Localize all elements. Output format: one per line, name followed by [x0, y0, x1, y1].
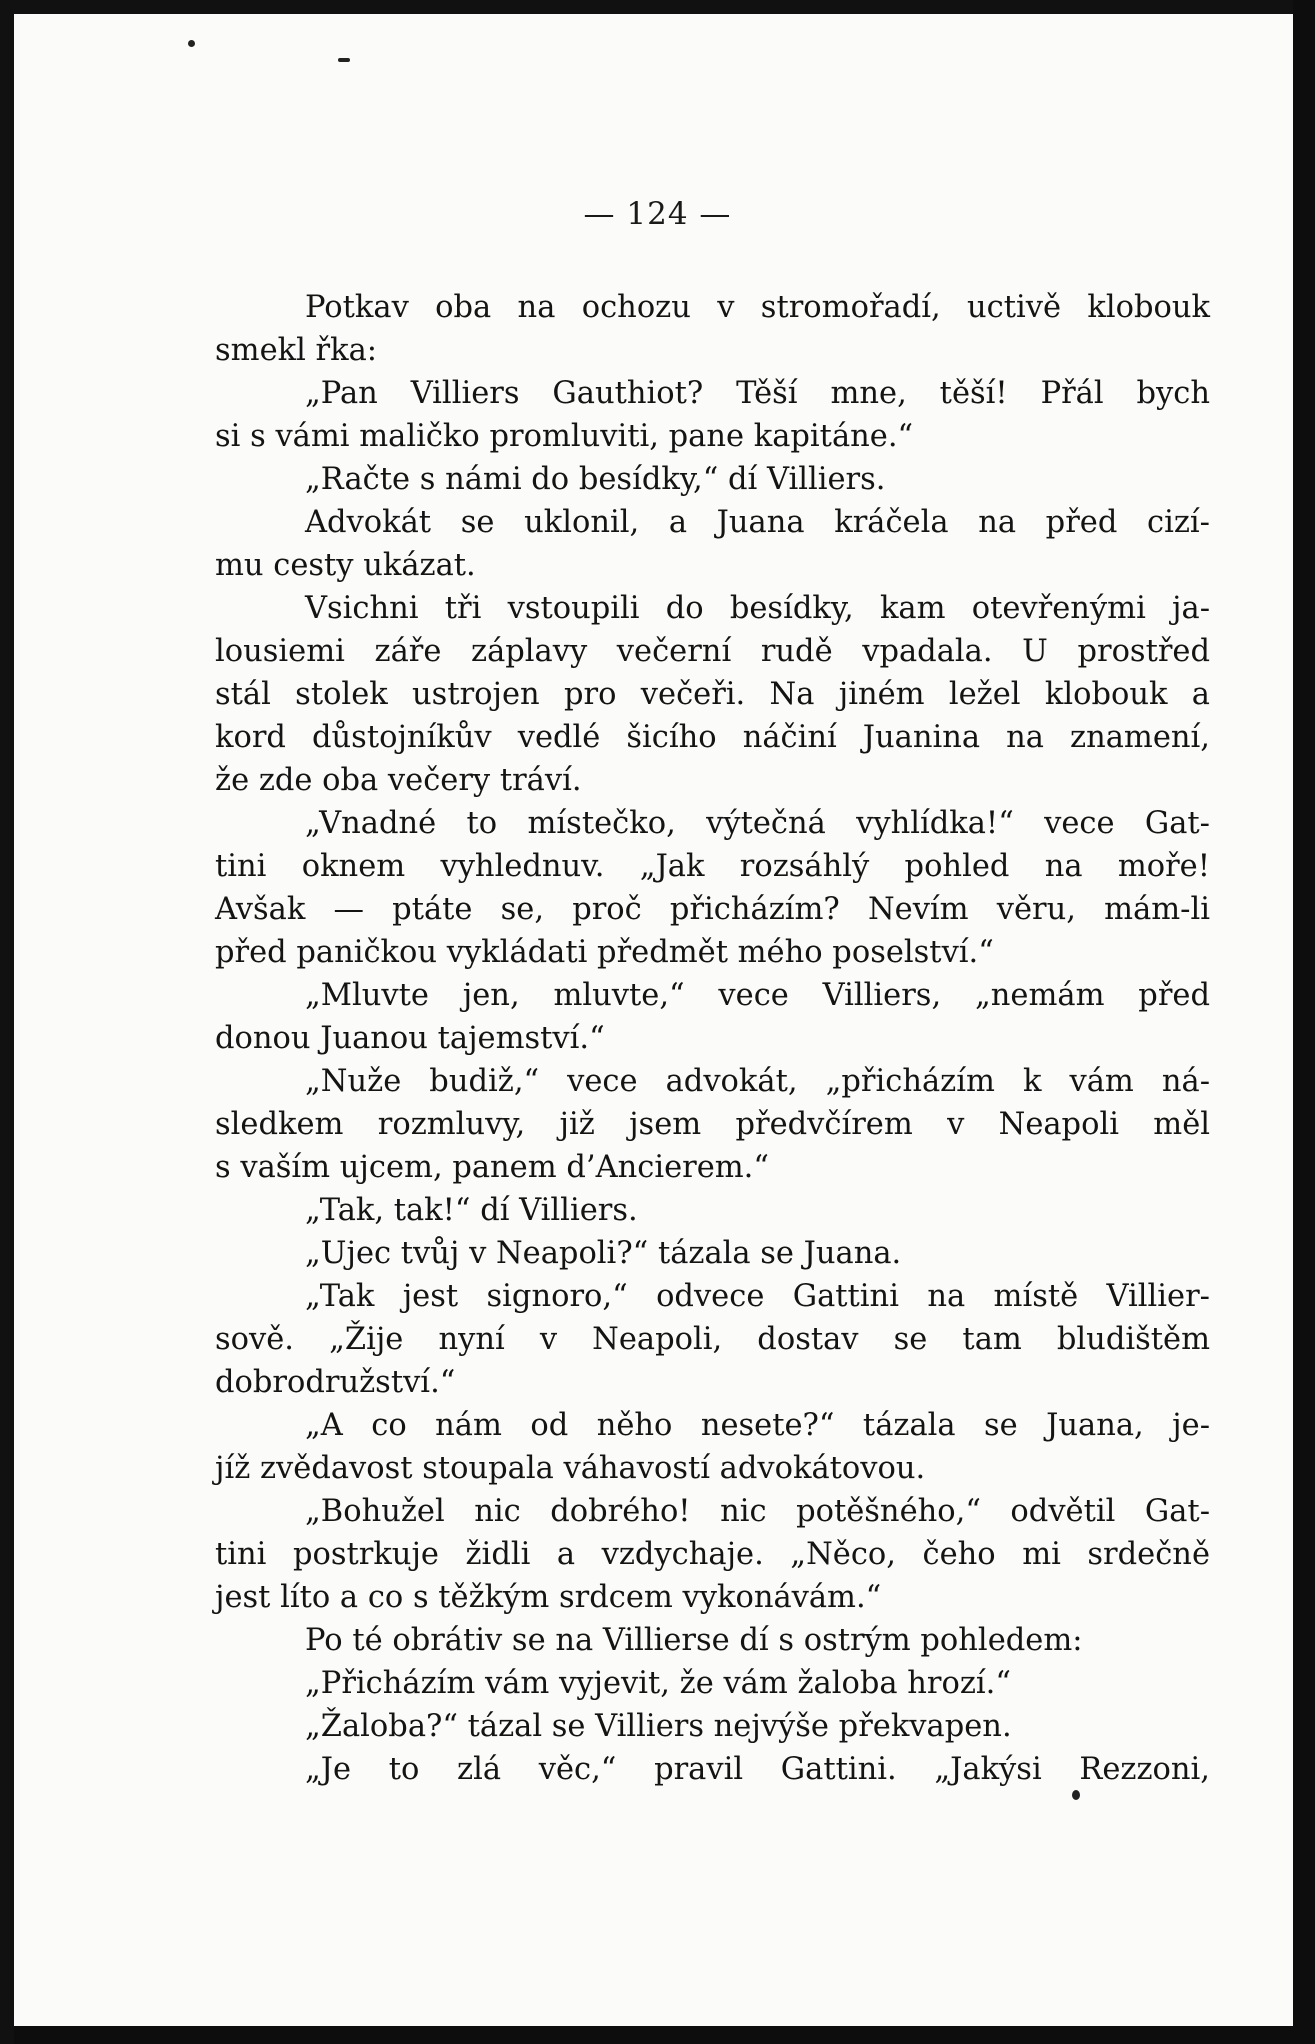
- text-line: „Bohužel nic dobrého! nic potěšného,“ odvětil Gat-: [305, 1494, 1210, 1529]
- text-line: smekl řka:: [215, 333, 378, 368]
- text-line: „Tak jest signoro,“ odvece Gattini na místě Villier-: [305, 1279, 1210, 1314]
- scan-border-left: [0, 0, 14, 2044]
- body-text: [215, 286, 1210, 1791]
- text-line: „Je to zlá věc,“ pravil Gattini. „Jakýsi Rezzoni,: [305, 1752, 1210, 1787]
- text-line: „Vnadné to místečko, výtečná vyhlídka!“ vece Gat-: [305, 806, 1210, 841]
- scan-border-right: [1293, 0, 1315, 2044]
- text-line: „Pan Villiers Gauthiot? Těší mne, těší! Přál bych: [305, 376, 1210, 411]
- text-line: „Račte s námi do besídky,“ dí Villiers.: [305, 462, 886, 497]
- text-line: Avšak — ptáte se, proč přicházím? Nevím věru, mám-li: [215, 892, 1210, 927]
- text-line: stál stolek ustrojen pro večeři. Na jiném ležel klobouk a: [215, 677, 1210, 712]
- scan-speck: [1072, 1790, 1080, 1800]
- text-line: lousiemi záře záplavy večerní rudě vpadala. U prostřed: [215, 634, 1210, 669]
- text-line: „Tak, tak!“ dí Villiers.: [305, 1193, 638, 1228]
- text-line: jest líto a co s těžkým srdcem vykonávám.“: [215, 1580, 882, 1615]
- text-line: dobrodružství.“: [215, 1365, 456, 1400]
- text-line: Potkav oba na ochozu v stromořadí, uctivě klobouk: [305, 290, 1210, 325]
- text-line: Vsichni tři vstoupili do besídky, kam otevřenými ja-: [305, 591, 1210, 626]
- text-line: kord důstojníkův vedlé šicího náčiní Juanina na znamení,: [215, 720, 1210, 755]
- text-line: „Žaloba?“ tázal se Villiers nejvýše překvapen.: [305, 1709, 1012, 1744]
- text-line: „Ujec tvůj v Neapoli?“ tázala se Juana.: [305, 1236, 902, 1271]
- text-line: mu cesty ukázat.: [215, 548, 476, 583]
- scan-speck: [338, 58, 350, 62]
- text-line: „A co nám od něho nesete?“ tázala se Juana, je-: [305, 1408, 1210, 1443]
- text-line: jíž zvědavost stoupala váhavostí advokátovou.: [215, 1451, 926, 1486]
- text-line: „Nuže budiž,“ vece advokát, „přicházím k vám ná-: [305, 1064, 1210, 1099]
- text-line: Po té obrátiv se na Villierse dí s ostrým pohledem:: [305, 1623, 1083, 1658]
- text-line: sově. „Žije nyní v Neapoli, dostav se tam bludištěm: [215, 1322, 1210, 1357]
- text-line: donou Juanou tajemství.“: [215, 1021, 605, 1056]
- text-line: před paničkou vykládati předmět mého poselství.“: [215, 935, 994, 970]
- text-line: si s vámi maličko promluviti, pane kapitáne.“: [215, 419, 914, 454]
- text-line: sledkem rozmluvy, již jsem předvčírem v Neapoli měl: [215, 1107, 1210, 1142]
- text-line: „Mluvte jen, mluvte,“ vece Villiers, „nemám před: [305, 978, 1210, 1013]
- scan-border-bottom: [0, 2026, 1315, 2044]
- page-number: — 124 —: [583, 196, 732, 232]
- text-line: „Přicházím vám vyjevit, že vám žaloba hrozí.“: [305, 1666, 1011, 1701]
- text-line: tini oknem vyhlednuv. „Jak rozsáhlý pohled na moře!: [215, 849, 1210, 884]
- text-line: že zde oba večery tráví.: [215, 763, 582, 798]
- scan-border-top: [0, 0, 1315, 14]
- text-line: Advokát se uklonil, a Juana kráčela na před cizí-: [305, 505, 1210, 540]
- text-line: tini postrkuje židli a vzdychaje. „Něco, čeho mi srdečně: [215, 1537, 1210, 1572]
- scan-speck: [188, 40, 195, 47]
- text-line: s vaším ujcem, panem d’Ancierem.“: [215, 1150, 769, 1185]
